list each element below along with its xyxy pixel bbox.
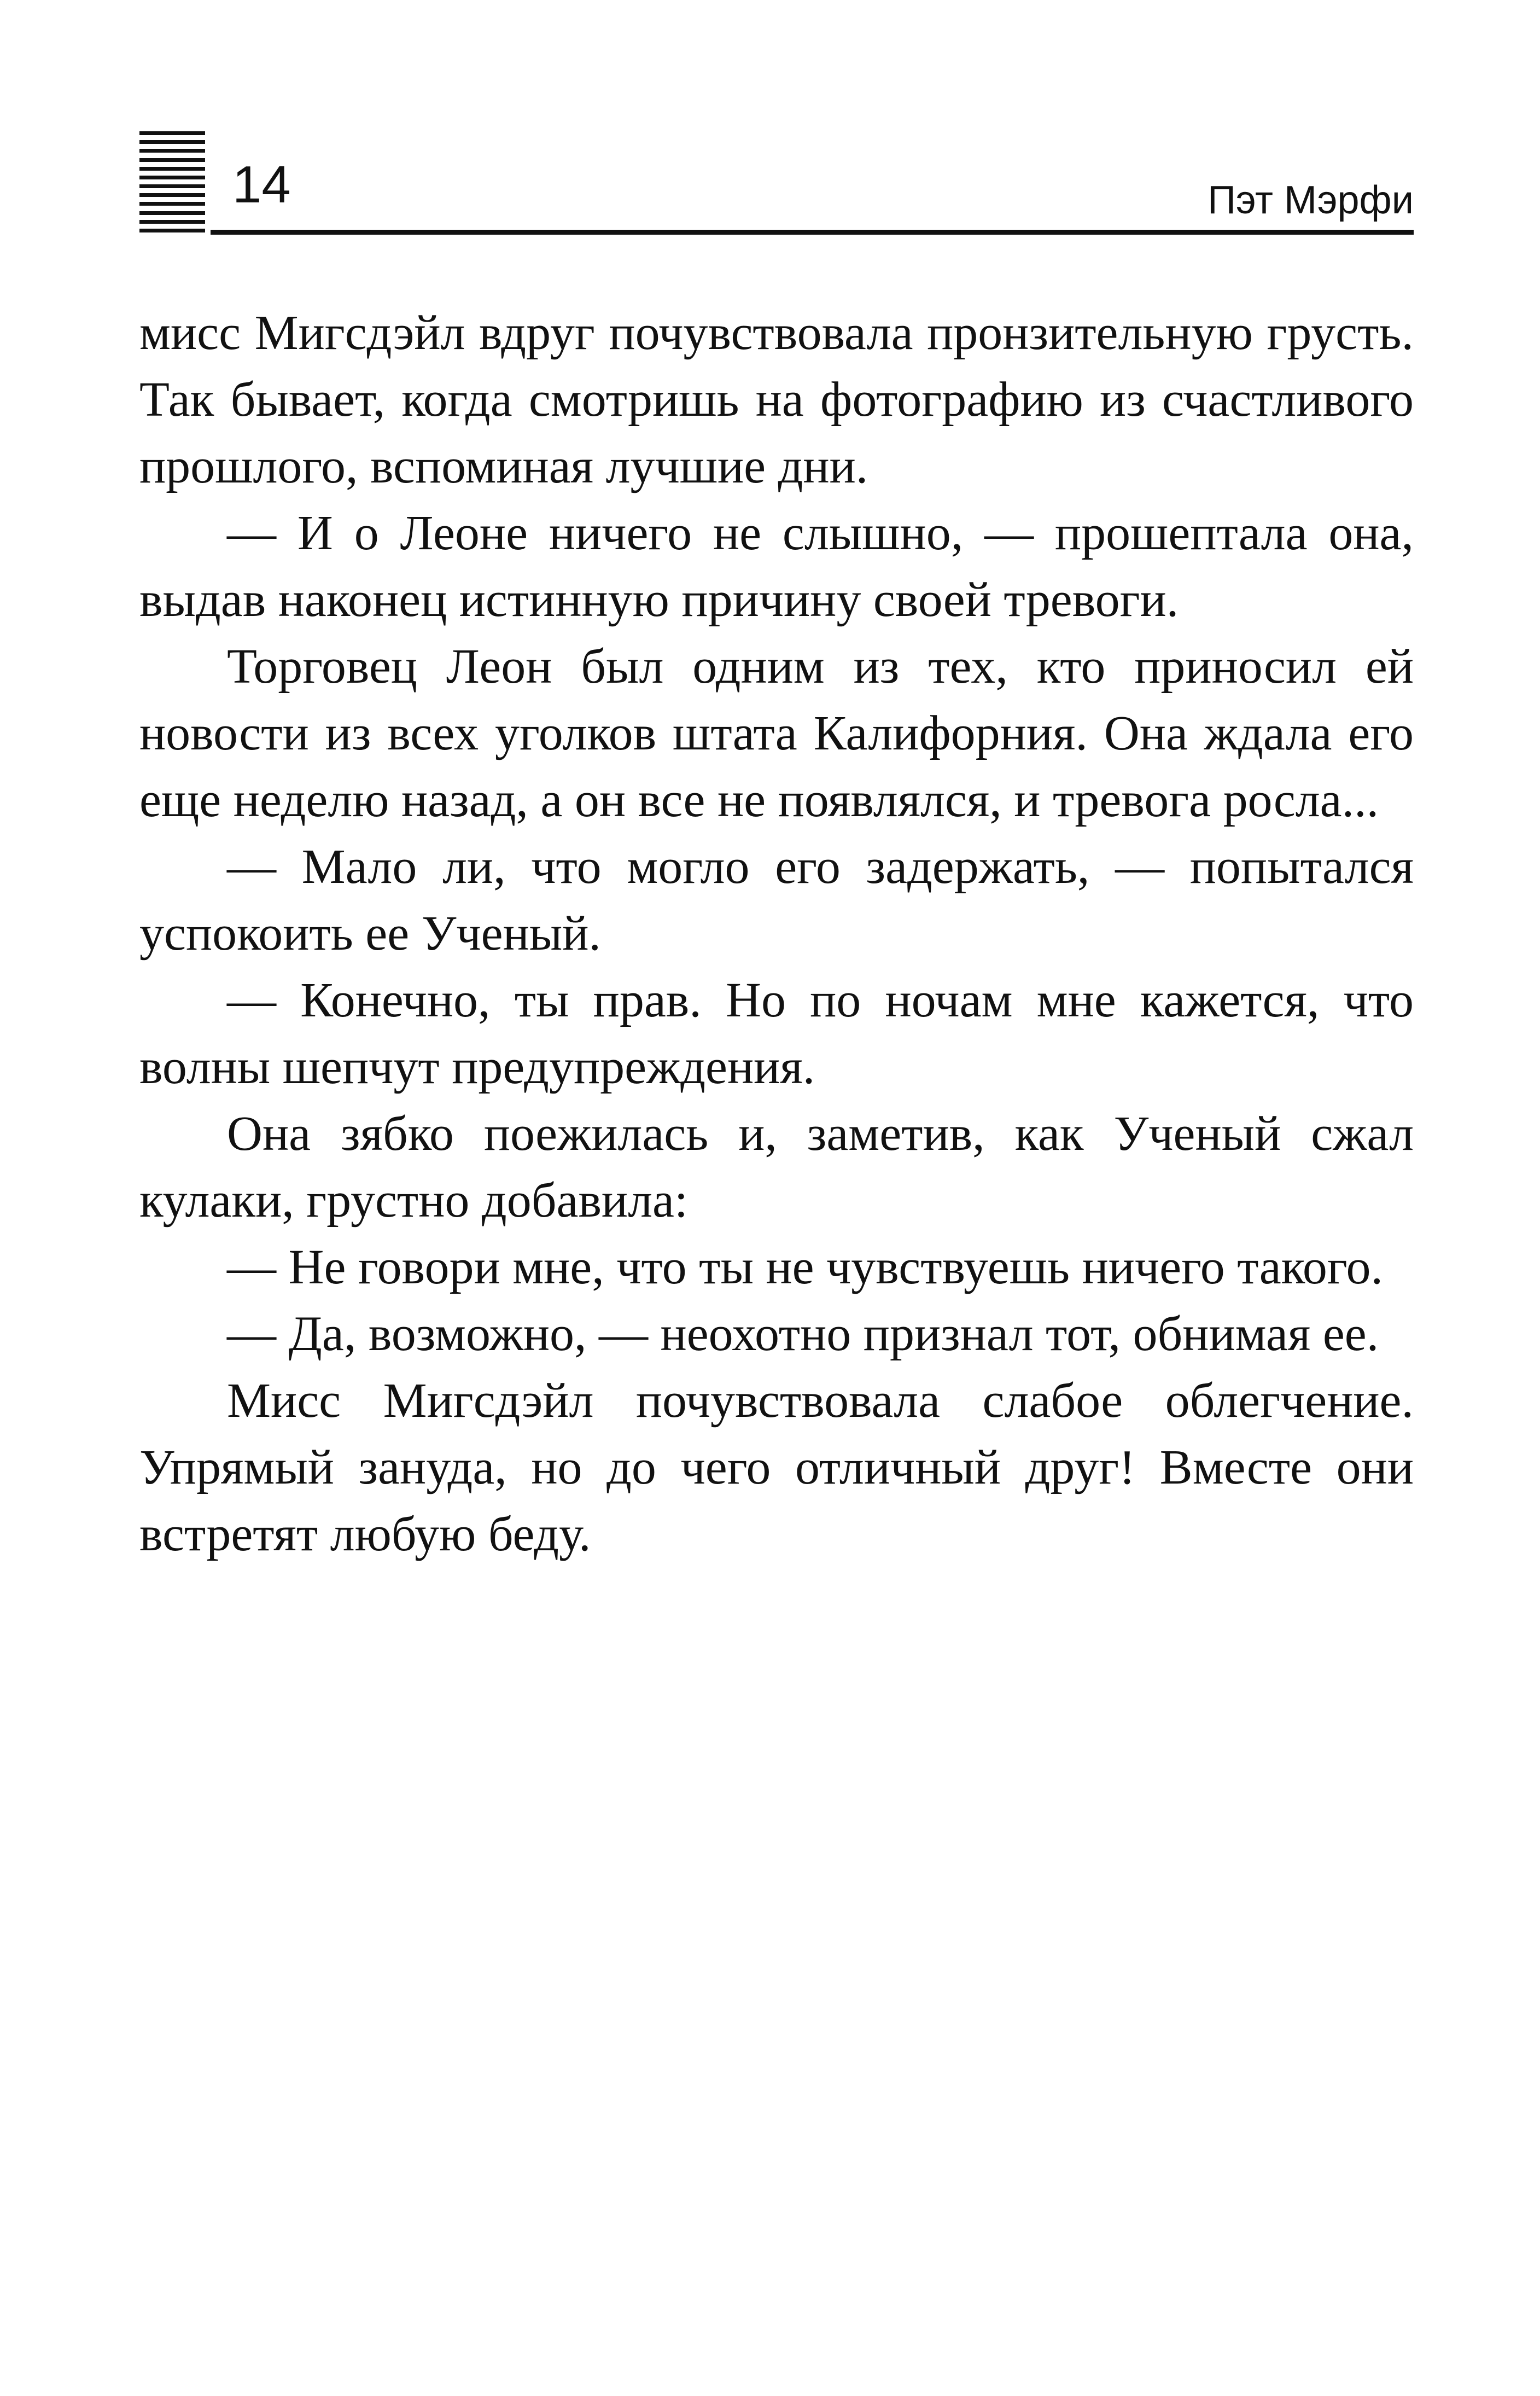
page-number: 14 [232, 155, 291, 214]
paragraph: — И о Леоне ничего не слышно, — прошептала она, выдав наконец истинную причину своей тревоги. [139, 506, 1414, 627]
paragraph: — Не говори мне, что ты не чувствуешь ничего такого. [227, 1240, 1383, 1294]
page-header [139, 126, 1414, 235]
paragraph: — Мало ли, что могло его задержать, — попытался успокоить ее Ученый. [139, 840, 1414, 961]
paragraph: Она зябко поежилась и, заметив, как Ученый сжал кулаки, грустно добавила: [139, 1107, 1414, 1228]
body-text [139, 300, 1414, 1568]
paragraph: — Конечно, ты прав. Но по ночам мне кажется, что волны шепчут предупреждения. [139, 973, 1414, 1094]
paragraph: — Да, возможно, — неохотно признал тот, обнимая ее. [227, 1307, 1379, 1361]
header-ornament-icon [139, 131, 205, 232]
paragraph: Мисс Мигсдэйл почувствовала слабое облегчение. Упрямый зануда, но до чего отличный друг! Вместе они встретят любую беду. [139, 1374, 1414, 1561]
paragraph: Торговец Леон был одним из тех, кто приносил ей новости из всех уголков штата Калифорния. Она ждала его еще неделю назад, а он все не появлялся, и тревога росла... [139, 639, 1414, 827]
paragraph: мисс Мигсдэйл вдруг почувствовала пронзительную грусть. Так бывает, когда смотришь на фотографию из счастливого прошлого, вспоминая лучшие дни. [139, 306, 1414, 493]
header-rule [211, 230, 1414, 235]
running-head-author: Пэт Мэрфи [1208, 178, 1414, 222]
